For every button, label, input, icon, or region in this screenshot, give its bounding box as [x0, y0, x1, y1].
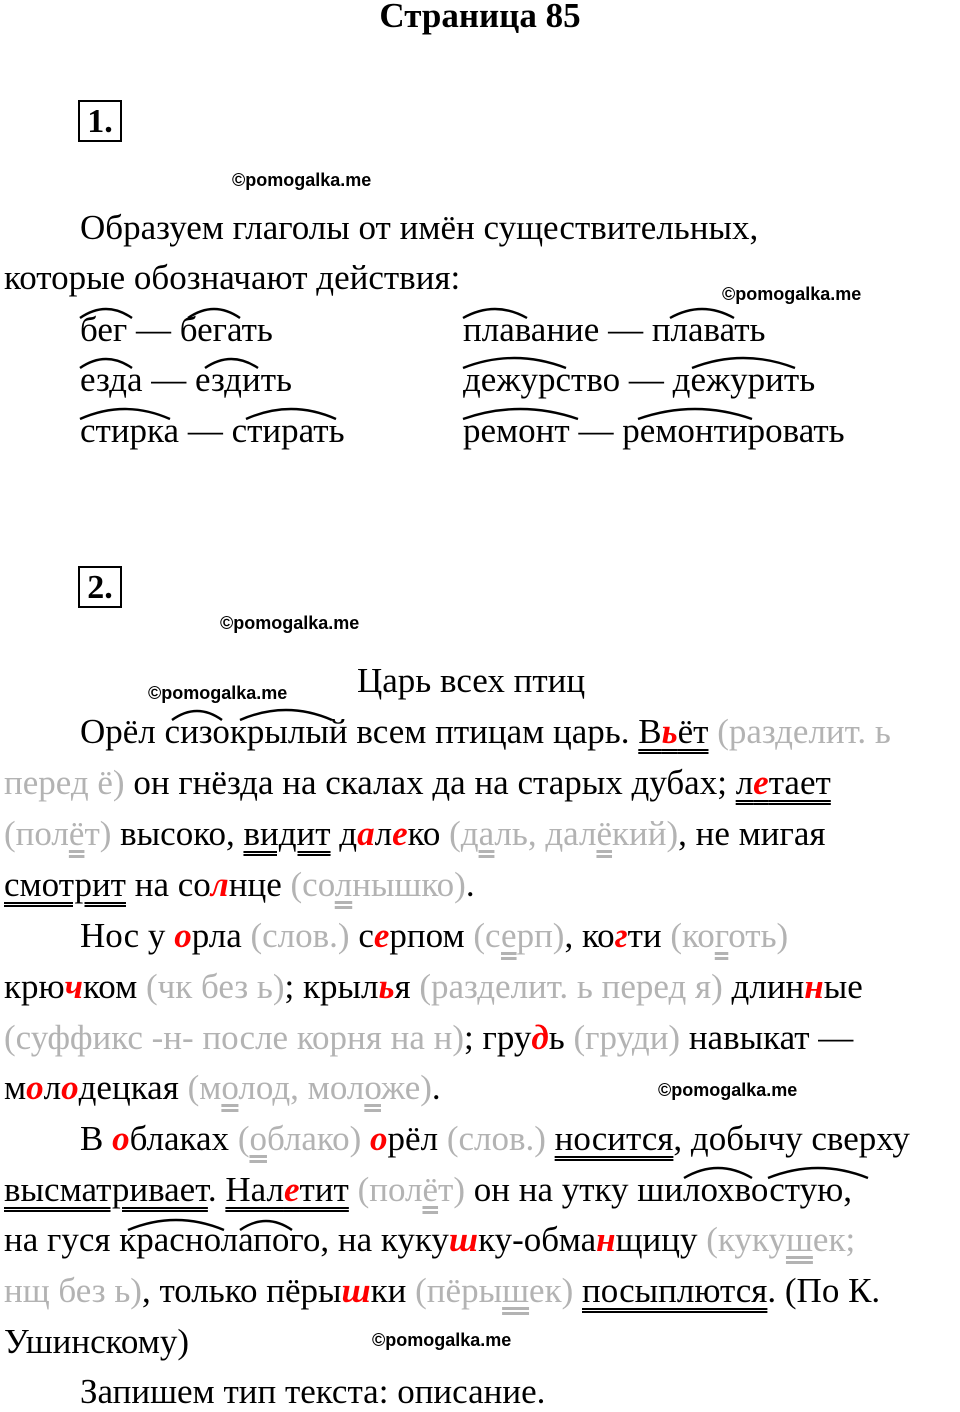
verb: ездить — [195, 360, 292, 399]
noun: ремонт — [463, 411, 570, 450]
root-arc — [684, 1168, 752, 1178]
root-arc — [172, 711, 222, 720]
watermark: ©pomogalka.me — [372, 1330, 512, 1350]
text-line-7: (суффикс -н- после корня на н); грудь (груди) навыкат — — [4, 1018, 854, 1057]
watermark: ©pomogalka.me — [232, 170, 372, 190]
watermark: ©pomogalka.me — [220, 613, 360, 633]
predicate: носится — [554, 1119, 674, 1158]
watermark: ©pomogalka.me — [658, 1080, 798, 1100]
root-arc — [80, 309, 132, 318]
text-line-5: Нос у орла (слов.) серпом (серп), когти (коготь) — [80, 916, 789, 955]
root-arc — [692, 358, 795, 368]
noun: дежурство — [463, 360, 621, 399]
root-arc — [670, 309, 734, 318]
predicate: смотрит — [4, 865, 126, 904]
predicate: посыплются — [582, 1271, 768, 1310]
root-arcs — [0, 0, 960, 470]
text-line-12: нщ без ь), только пёрышки (пёрышек) посыплются. (По К. — [4, 1271, 881, 1310]
verb: стирать — [231, 411, 345, 450]
text-line-6: крючком (чк без ь); крылья (разделит. ь перед я) длинные — [4, 967, 863, 1006]
root-arc — [463, 309, 527, 318]
verb: бегать — [179, 310, 273, 349]
task-number-1: 1. — [78, 100, 122, 142]
root-arc — [463, 358, 566, 368]
word-pair: стирка — стирать — [80, 411, 345, 450]
page-title: Страница 85 — [379, 0, 581, 35]
root-arc — [240, 710, 332, 720]
noun: плавание — [463, 310, 600, 349]
predicate: летает — [735, 763, 831, 802]
conclusion: Запишем тип текста: описание. — [80, 1372, 546, 1411]
text-line-2: перед ё) он гнёзда на скалах да на старых дубах; летает — [4, 763, 831, 802]
watermark: ©pomogalka.me — [722, 284, 862, 304]
root-arc — [638, 409, 752, 419]
root-arc — [80, 359, 132, 368]
root-arc — [246, 409, 336, 419]
predicate: Налетит — [225, 1170, 349, 1209]
root-arc — [240, 1221, 292, 1230]
text-line-1: Орёл сизокрылый всем птицам царь. Вьёт (разделит. ь — [80, 712, 891, 751]
word-pair: бег — бегать — [80, 310, 273, 349]
task1-intro-line1: Образуем глаголы от имён существительных, — [80, 208, 759, 247]
text-line-10: высматривает. Налетит (полёт) он на утку шилохвостую, — [4, 1170, 852, 1209]
verb: плавать — [651, 310, 766, 349]
text-line-9: В облаках (облако) орёл (слов.) носится, добычу сверху — [80, 1119, 910, 1158]
text-title: Царь всех птиц — [357, 661, 586, 700]
noun: стирка — [80, 411, 180, 450]
text-line-3: (полёт) высоко, видит далеко (даль, далёкий), не мигая — [4, 814, 826, 853]
verb: дежурить — [672, 360, 816, 399]
word-pair: езда — ездить — [80, 360, 292, 399]
predicate: Вьёт — [638, 712, 709, 751]
noun: бег — [80, 310, 128, 349]
root-arc — [80, 409, 170, 419]
task-number-2: 2. — [78, 566, 122, 608]
root-arc — [205, 359, 258, 368]
text-line-4: смотрит на солнце (солнышко). — [4, 865, 475, 904]
word-pair: дежурство — дежурить — [463, 360, 816, 399]
noun: езда — [80, 360, 143, 399]
predicate: видит — [243, 814, 331, 853]
verb: ремонтировать — [622, 411, 845, 450]
word-pair: плавание — плавать — [463, 310, 766, 349]
watermark: ©pomogalka.me — [148, 683, 288, 703]
word-pair: ремонт — ремонтировать — [463, 411, 845, 450]
text-line-8: молодецкая (молод, моложе). — [4, 1068, 441, 1107]
predicate: высматривает — [4, 1170, 208, 1209]
root-arc — [768, 1168, 868, 1178]
text-line-13: Ушинскому) — [4, 1322, 190, 1361]
text-line-11: на гуся краснолапого, на кукушку-обманщицу (кукушек; — [4, 1220, 856, 1259]
task1-intro-line2: которые обозначают действия: — [4, 258, 461, 297]
root-arc — [188, 309, 240, 318]
root-arc — [463, 409, 578, 419]
root-arcs-text — [0, 680, 960, 1240]
root-arc — [128, 1220, 224, 1230]
